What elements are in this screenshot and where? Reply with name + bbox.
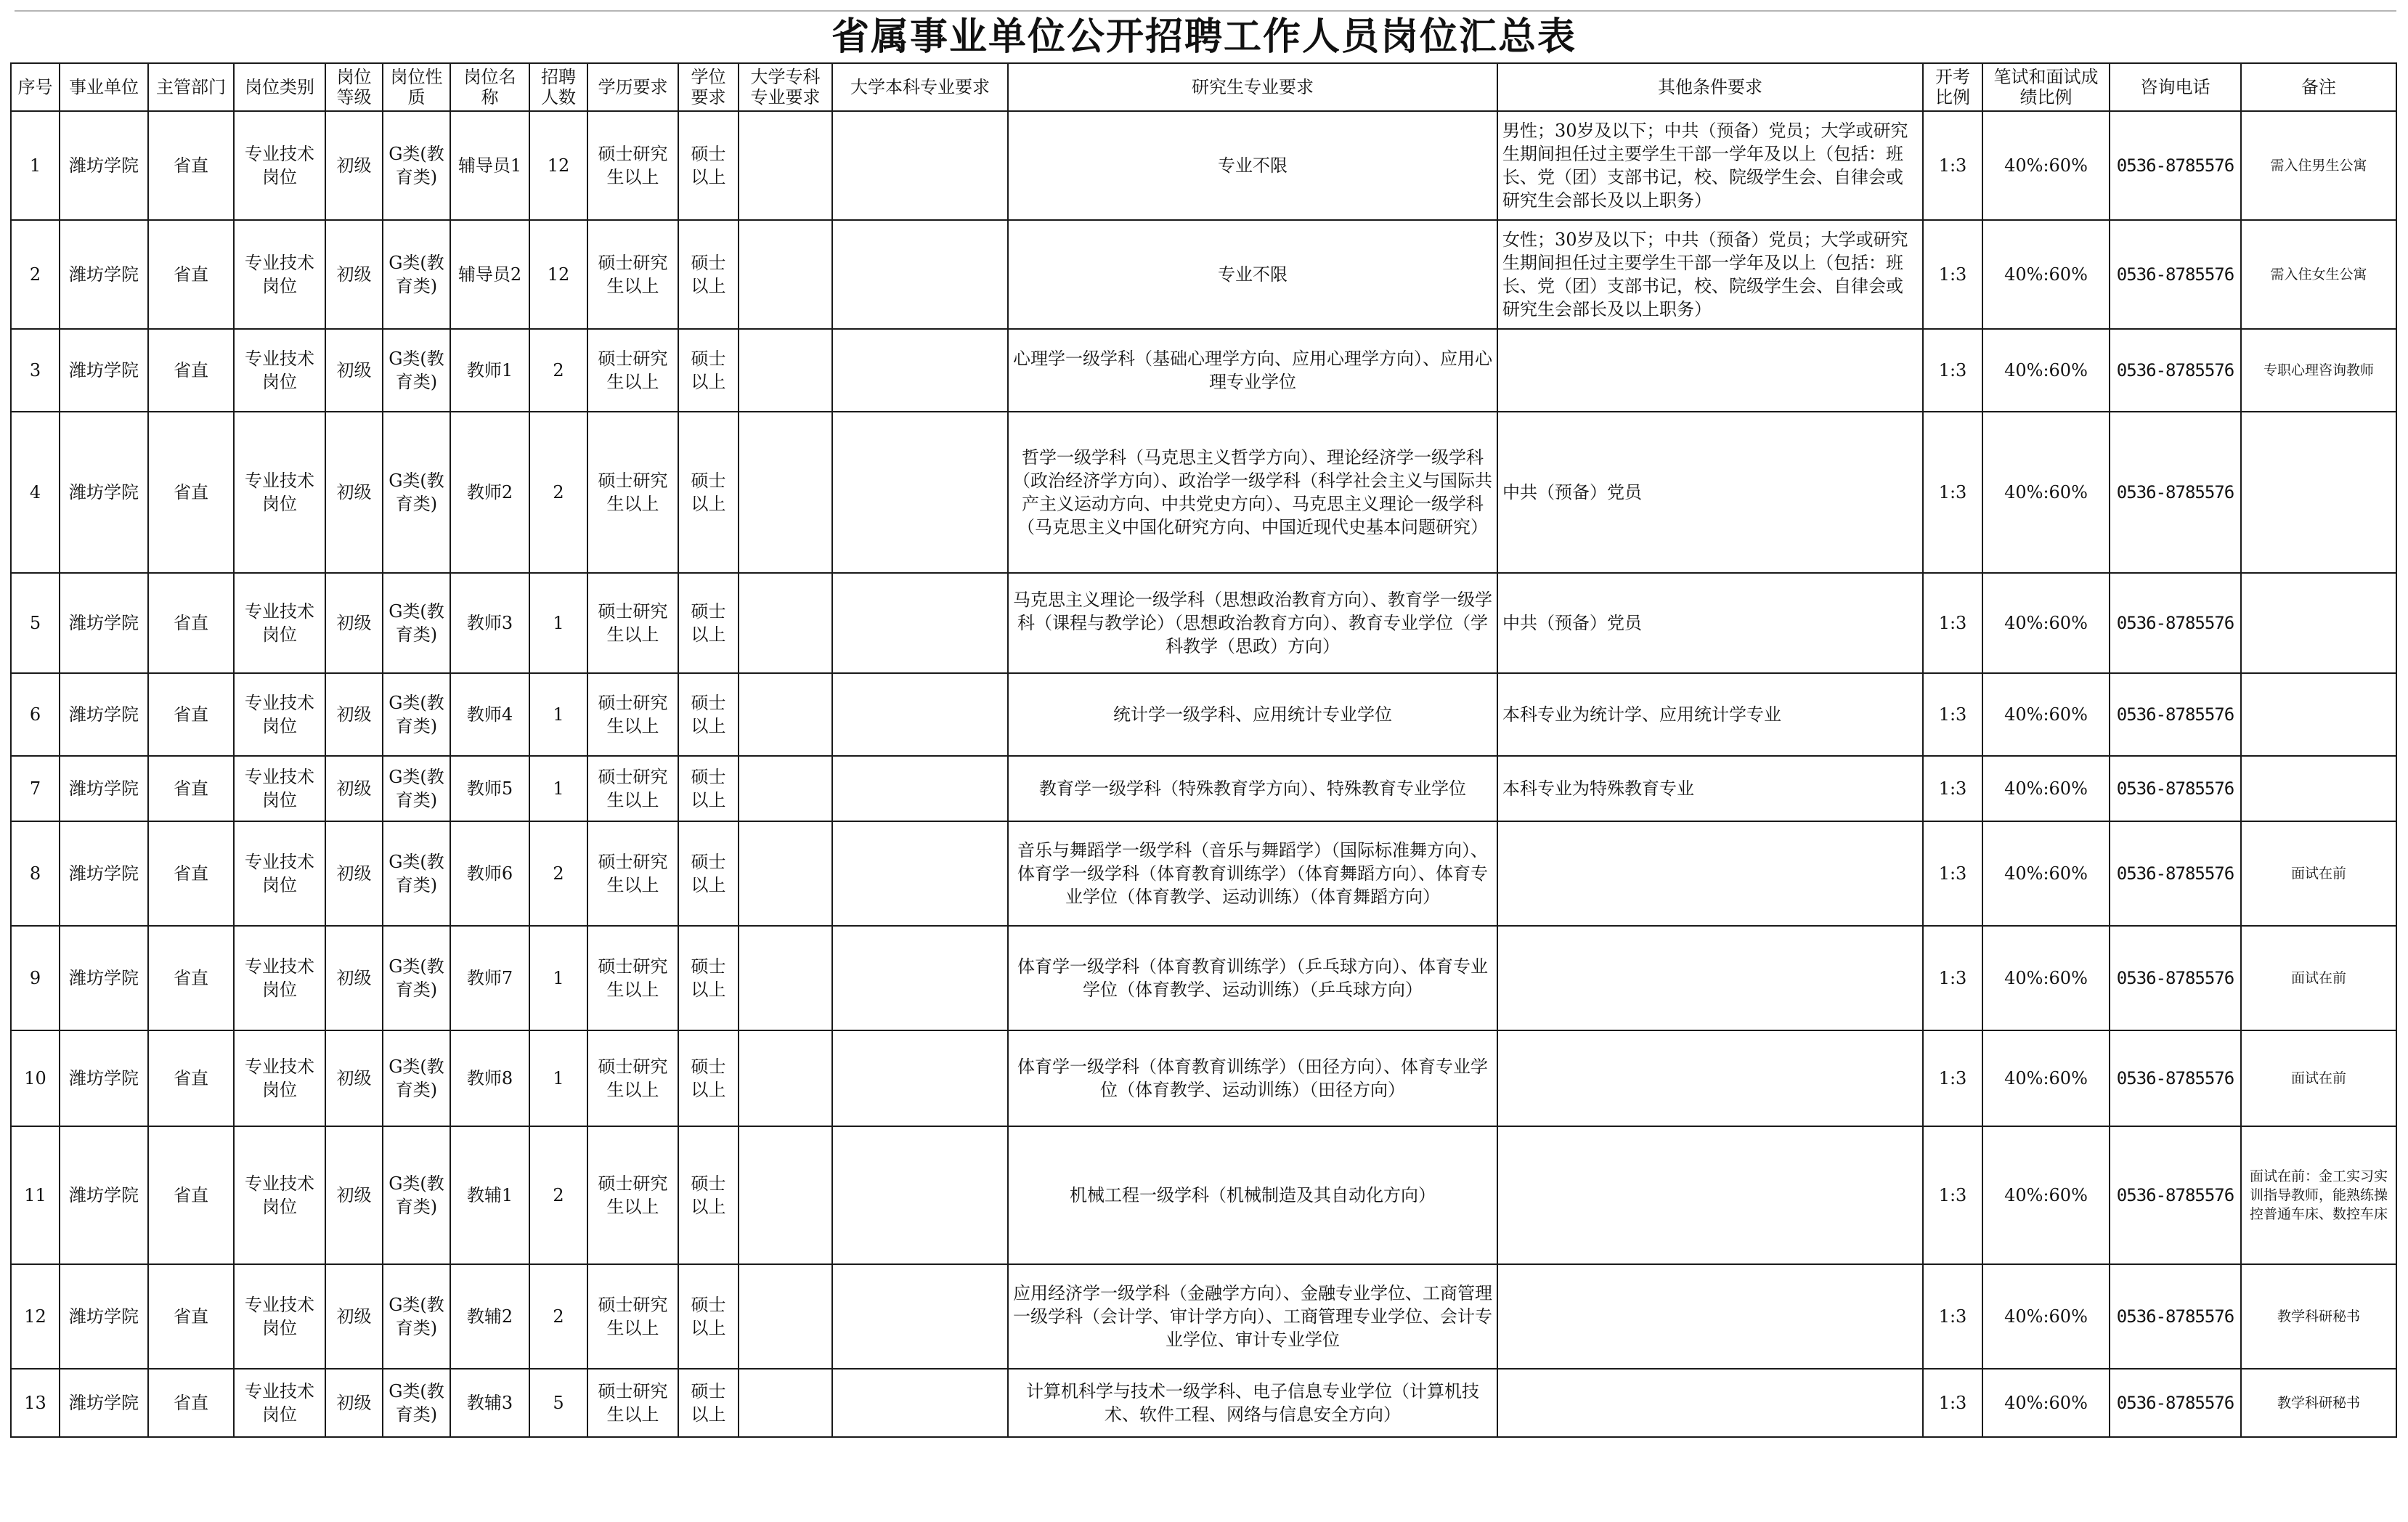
cell-dept: 省直: [148, 220, 234, 329]
cell-nature: G类(教育类): [383, 1264, 450, 1369]
cell-level: 初级: [325, 926, 383, 1030]
cell-ratio: 1:3: [1923, 412, 1982, 573]
cell-category: 专业技术岗位: [234, 573, 325, 673]
cell-count: 2: [529, 821, 587, 926]
cell-score: 40%:60%: [1982, 673, 2110, 756]
cell-score: 40%:60%: [1982, 573, 2110, 673]
header-row: [11, 63, 2396, 111]
cell-level: 初级: [325, 1264, 383, 1369]
cell-remark: 面试在前: [2241, 926, 2396, 1030]
cell-level: 初级: [325, 1126, 383, 1264]
cell-phone: 0536-8785576: [2110, 111, 2241, 220]
table-row: [11, 111, 2396, 220]
cell-bachelor: [832, 926, 1008, 1030]
table-row: [11, 329, 2396, 412]
cell-degree: 硕士以上: [678, 1126, 739, 1264]
cell-phone: 0536-8785576: [2110, 673, 2241, 756]
cell-degree: 硕士以上: [678, 111, 739, 220]
cell-score: 40%:60%: [1982, 111, 2110, 220]
cell-score: 40%:60%: [1982, 1264, 2110, 1369]
cell-category: 专业技术岗位: [234, 756, 325, 821]
cell-category: 专业技术岗位: [234, 673, 325, 756]
cell-score: 40%:60%: [1982, 756, 2110, 821]
cell-degree: 硕士以上: [678, 573, 739, 673]
cell-bachelor: [832, 821, 1008, 926]
cell-ratio: 1:3: [1923, 673, 1982, 756]
cell-degree: 硕士以上: [678, 673, 739, 756]
cell-nature: G类(教育类): [383, 1030, 450, 1126]
cell-grad: 心理学一级学科（基础心理学方向、应用心理学方向）、应用心理专业学位: [1008, 329, 1497, 412]
cell-phone: 0536-8785576: [2110, 926, 2241, 1030]
cell-count: 5: [529, 1369, 587, 1437]
cell-nature: G类(教育类): [383, 673, 450, 756]
cell-category: 专业技术岗位: [234, 412, 325, 573]
table-row: [11, 1030, 2396, 1126]
header-col-edu: 学历要求: [587, 63, 678, 111]
cell-score: 40%:60%: [1982, 220, 2110, 329]
cell-dept: 省直: [148, 926, 234, 1030]
cell-phone: 0536-8785576: [2110, 1369, 2241, 1437]
cell-grad: 体育学一级学科（体育教育训练学）（乒乓球方向）、体育专业学位（体育教学、运动训练）（乒乓球方向）: [1008, 926, 1497, 1030]
cell-nature: G类(教育类): [383, 573, 450, 673]
cell-other: [1497, 1126, 1923, 1264]
cell-college: [739, 1030, 832, 1126]
cell-other: 男性；30岁及以下；中共（预备）党员；大学或研究生期间担任过主要学生干部一学年及以上（包括：班长、党（团）支部书记，校、院级学生会、自律会或研究生会部长及以上职务）: [1497, 111, 1923, 220]
cell-seq: 8: [11, 821, 60, 926]
table-row: [11, 573, 2396, 673]
cell-remark: 面试在前：金工实习实训指导教师，能熟练操控普通车床、数控车床: [2241, 1126, 2396, 1264]
cell-ratio: 1:3: [1923, 220, 1982, 329]
cell-level: 初级: [325, 220, 383, 329]
positions-table: [10, 62, 2397, 1438]
table-row: [11, 1264, 2396, 1369]
cell-degree: 硕士以上: [678, 821, 739, 926]
cell-edu: 硕士研究生以上: [587, 756, 678, 821]
cell-unit: 潍坊学院: [60, 1264, 148, 1369]
cell-college: [739, 329, 832, 412]
cell-post: 教辅3: [450, 1369, 529, 1437]
cell-edu: 硕士研究生以上: [587, 673, 678, 756]
cell-other: [1497, 1030, 1923, 1126]
cell-dept: 省直: [148, 1264, 234, 1369]
cell-ratio: 1:3: [1923, 573, 1982, 673]
cell-bachelor: [832, 756, 1008, 821]
table-body: [11, 111, 2396, 1437]
cell-edu: 硕士研究生以上: [587, 1030, 678, 1126]
cell-level: 初级: [325, 673, 383, 756]
cell-remark: 需入住男生公寓: [2241, 111, 2396, 220]
cell-seq: 13: [11, 1369, 60, 1437]
cell-count: 2: [529, 412, 587, 573]
cell-dept: 省直: [148, 111, 234, 220]
cell-level: 初级: [325, 329, 383, 412]
cell-count: 1: [529, 756, 587, 821]
header-col-bachelor-major: 大学本科专业要求: [832, 63, 1008, 111]
cell-seq: 2: [11, 220, 60, 329]
cell-phone: 0536-8785576: [2110, 220, 2241, 329]
header-col-other: 其他条件要求: [1497, 63, 1923, 111]
cell-seq: 4: [11, 412, 60, 573]
cell-other: [1497, 1264, 1923, 1369]
cell-bachelor: [832, 412, 1008, 573]
cell-unit: 潍坊学院: [60, 220, 148, 329]
cell-count: 1: [529, 926, 587, 1030]
cell-seq: 10: [11, 1030, 60, 1126]
cell-bachelor: [832, 1264, 1008, 1369]
header-col-seq: 序号: [11, 63, 60, 111]
cell-dept: 省直: [148, 821, 234, 926]
cell-degree: 硕士以上: [678, 329, 739, 412]
cell-score: 40%:60%: [1982, 1369, 2110, 1437]
cell-edu: 硕士研究生以上: [587, 111, 678, 220]
cell-college: [739, 756, 832, 821]
cell-ratio: 1:3: [1923, 926, 1982, 1030]
cell-category: 专业技术岗位: [234, 926, 325, 1030]
cell-seq: 12: [11, 1264, 60, 1369]
cell-phone: 0536-8785576: [2110, 1030, 2241, 1126]
cell-nature: G类(教育类): [383, 1369, 450, 1437]
cell-unit: 潍坊学院: [60, 329, 148, 412]
cell-seq: 3: [11, 329, 60, 412]
cell-phone: 0536-8785576: [2110, 573, 2241, 673]
cell-edu: 硕士研究生以上: [587, 1126, 678, 1264]
cell-college: [739, 1264, 832, 1369]
cell-dept: 省直: [148, 1126, 234, 1264]
cell-unit: 潍坊学院: [60, 926, 148, 1030]
cell-other: 中共（预备）党员: [1497, 573, 1923, 673]
cell-college: [739, 1369, 832, 1437]
cell-ratio: 1:3: [1923, 1030, 1982, 1126]
cell-nature: G类(教育类): [383, 821, 450, 926]
cell-score: 40%:60%: [1982, 1030, 2110, 1126]
cell-dept: 省直: [148, 1369, 234, 1437]
cell-category: 专业技术岗位: [234, 1030, 325, 1126]
cell-unit: 潍坊学院: [60, 1369, 148, 1437]
cell-post: 辅导员2: [450, 220, 529, 329]
cell-grad: 专业不限: [1008, 111, 1497, 220]
cell-count: 2: [529, 329, 587, 412]
cell-degree: 硕士以上: [678, 756, 739, 821]
cell-degree: 硕士以上: [678, 220, 739, 329]
cell-dept: 省直: [148, 756, 234, 821]
table-row: [11, 756, 2396, 821]
cell-bachelor: [832, 329, 1008, 412]
cell-phone: 0536-8785576: [2110, 1126, 2241, 1264]
cell-grad: 音乐与舞蹈学一级学科（音乐与舞蹈学）（国际标准舞方向）、体育学一级学科（体育教育训练学）（体育舞蹈方向）、体育专业学位（体育教学、运动训练）（体育舞蹈方向）: [1008, 821, 1497, 926]
cell-count: 12: [529, 220, 587, 329]
cell-college: [739, 821, 832, 926]
cell-unit: 潍坊学院: [60, 412, 148, 573]
cell-edu: 硕士研究生以上: [587, 573, 678, 673]
cell-degree: 硕士以上: [678, 1030, 739, 1126]
cell-post: 教师1: [450, 329, 529, 412]
cell-remark: 专职心理咨询教师: [2241, 329, 2396, 412]
cell-other: 本科专业为统计学、应用统计学专业: [1497, 673, 1923, 756]
cell-edu: 硕士研究生以上: [587, 1264, 678, 1369]
cell-bachelor: [832, 673, 1008, 756]
header-col-nature: 岗位性质: [383, 63, 450, 111]
cell-bachelor: [832, 1369, 1008, 1437]
cell-remark: [2241, 673, 2396, 756]
cell-remark: 教学科研秘书: [2241, 1369, 2396, 1437]
header-col-dept: 主管部门: [148, 63, 234, 111]
cell-category: 专业技术岗位: [234, 1264, 325, 1369]
cell-bachelor: [832, 111, 1008, 220]
cell-degree: 硕士以上: [678, 1369, 739, 1437]
cell-seq: 9: [11, 926, 60, 1030]
table-row: [11, 1126, 2396, 1264]
cell-degree: 硕士以上: [678, 412, 739, 573]
cell-category: 专业技术岗位: [234, 1369, 325, 1437]
cell-post: 教辅2: [450, 1264, 529, 1369]
cell-grad: 专业不限: [1008, 220, 1497, 329]
cell-post: 教辅1: [450, 1126, 529, 1264]
cell-post: 教师3: [450, 573, 529, 673]
cell-nature: G类(教育类): [383, 926, 450, 1030]
table-row: [11, 926, 2396, 1030]
cell-college: [739, 412, 832, 573]
cell-dept: 省直: [148, 329, 234, 412]
cell-unit: 潍坊学院: [60, 821, 148, 926]
cell-remark: 面试在前: [2241, 821, 2396, 926]
cell-remark: 面试在前: [2241, 1030, 2396, 1126]
cell-count: 1: [529, 573, 587, 673]
cell-phone: 0536-8785576: [2110, 329, 2241, 412]
cell-dept: 省直: [148, 1030, 234, 1126]
cell-grad: 教育学一级学科（特殊教育学方向）、特殊教育专业学位: [1008, 756, 1497, 821]
cell-ratio: 1:3: [1923, 1126, 1982, 1264]
cell-level: 初级: [325, 821, 383, 926]
header-col-remark: 备注: [2241, 63, 2396, 111]
cell-level: 初级: [325, 111, 383, 220]
cell-category: 专业技术岗位: [234, 1126, 325, 1264]
header-col-ratio: 开考比例: [1923, 63, 1982, 111]
cell-seq: 5: [11, 573, 60, 673]
cell-seq: 11: [11, 1126, 60, 1264]
cell-college: [739, 926, 832, 1030]
cell-ratio: 1:3: [1923, 1264, 1982, 1369]
header-col-grad-major: 研究生专业要求: [1008, 63, 1497, 111]
cell-degree: 硕士以上: [678, 926, 739, 1030]
cell-category: 专业技术岗位: [234, 111, 325, 220]
table-row: [11, 673, 2396, 756]
cell-unit: 潍坊学院: [60, 673, 148, 756]
cell-nature: G类(教育类): [383, 412, 450, 573]
cell-edu: 硕士研究生以上: [587, 1369, 678, 1437]
cell-score: 40%:60%: [1982, 821, 2110, 926]
cell-edu: 硕士研究生以上: [587, 220, 678, 329]
cell-score: 40%:60%: [1982, 412, 2110, 573]
cell-dept: 省直: [148, 412, 234, 573]
cell-college: [739, 673, 832, 756]
header-col-category: 岗位类别: [234, 63, 325, 111]
cell-bachelor: [832, 1030, 1008, 1126]
cell-dept: 省直: [148, 673, 234, 756]
cell-remark: 需入住女生公寓: [2241, 220, 2396, 329]
cell-count: 1: [529, 1030, 587, 1126]
table-row: [11, 412, 2396, 573]
cell-remark: [2241, 412, 2396, 573]
cell-college: [739, 220, 832, 329]
header-col-post: 岗位名称: [450, 63, 529, 111]
cell-nature: G类(教育类): [383, 756, 450, 821]
cell-seq: 6: [11, 673, 60, 756]
cell-unit: 潍坊学院: [60, 573, 148, 673]
cell-category: 专业技术岗位: [234, 220, 325, 329]
page-title: 省属事业单位公开招聘工作人员岗位汇总表: [831, 15, 1577, 59]
cell-ratio: 1:3: [1923, 756, 1982, 821]
cell-ratio: 1:3: [1923, 329, 1982, 412]
cell-degree: 硕士以上: [678, 1264, 739, 1369]
cell-grad: 机械工程一级学科（机械制造及其自动化方向）: [1008, 1126, 1497, 1264]
cell-bachelor: [832, 1126, 1008, 1264]
cell-score: 40%:60%: [1982, 329, 2110, 412]
cell-edu: 硕士研究生以上: [587, 821, 678, 926]
cell-count: 1: [529, 673, 587, 756]
cell-nature: G类(教育类): [383, 220, 450, 329]
cell-phone: 0536-8785576: [2110, 756, 2241, 821]
table-row: [11, 220, 2396, 329]
cell-level: 初级: [325, 1369, 383, 1437]
cell-unit: 潍坊学院: [60, 111, 148, 220]
cell-grad: 应用经济学一级学科（金融学方向）、金融专业学位、工商管理一级学科（会计学、审计学方向）、工商管理专业学位、会计专业学位、审计专业学位: [1008, 1264, 1497, 1369]
cell-post: 教师4: [450, 673, 529, 756]
cell-ratio: 1:3: [1923, 821, 1982, 926]
cell-college: [739, 573, 832, 673]
cell-bachelor: [832, 573, 1008, 673]
cell-level: 初级: [325, 573, 383, 673]
cell-grad: 哲学一级学科（马克思主义哲学方向）、理论经济学一级学科（政治经济学方向）、政治学一级学科（科学社会主义与国际共产主义运动方向、中共党史方向）、马克思主义理论一级学科（马克思主义中国化研究方向、中国近现代史基本问题研究）: [1008, 412, 1497, 573]
cell-level: 初级: [325, 1030, 383, 1126]
cell-edu: 硕士研究生以上: [587, 412, 678, 573]
cell-other: [1497, 821, 1923, 926]
cell-grad: 马克思主义理论一级学科（思想政治教育方向）、教育学一级学科（课程与教学论）（思想政治教育方向）、教育专业学位（学科教学（思政）方向）: [1008, 573, 1497, 673]
cell-post: 教师8: [450, 1030, 529, 1126]
cell-category: 专业技术岗位: [234, 329, 325, 412]
header-col-degree: 学位要求: [678, 63, 739, 111]
cell-post: 教师6: [450, 821, 529, 926]
header-col-count: 招聘人数: [529, 63, 587, 111]
header-col-level: 岗位等级: [325, 63, 383, 111]
cell-edu: 硕士研究生以上: [587, 926, 678, 1030]
cell-nature: G类(教育类): [383, 1126, 450, 1264]
cell-seq: 7: [11, 756, 60, 821]
cell-seq: 1: [11, 111, 60, 220]
cell-grad: 计算机科学与技术一级学科、电子信息专业学位（计算机技术、软件工程、网络与信息安全方向）: [1008, 1369, 1497, 1437]
cell-college: [739, 1126, 832, 1264]
cell-post: 教师5: [450, 756, 529, 821]
cell-count: 2: [529, 1126, 587, 1264]
cell-score: 40%:60%: [1982, 926, 2110, 1030]
cell-count: 12: [529, 111, 587, 220]
cell-grad: 体育学一级学科（体育教育训练学）（田径方向）、体育专业学位（体育教学、运动训练）（田径方向）: [1008, 1030, 1497, 1126]
cell-unit: 潍坊学院: [60, 756, 148, 821]
cell-post: 辅导员1: [450, 111, 529, 220]
cell-bachelor: [832, 220, 1008, 329]
table-row: [11, 1369, 2396, 1437]
cell-dept: 省直: [148, 573, 234, 673]
cell-level: 初级: [325, 756, 383, 821]
cell-ratio: 1:3: [1923, 1369, 1982, 1437]
cell-category: 专业技术岗位: [234, 821, 325, 926]
cell-level: 初级: [325, 412, 383, 573]
cell-post: 教师2: [450, 412, 529, 573]
cell-college: [739, 111, 832, 220]
cell-remark: 教学科研秘书: [2241, 1264, 2396, 1369]
cell-post: 教师7: [450, 926, 529, 1030]
cell-grad: 统计学一级学科、应用统计专业学位: [1008, 673, 1497, 756]
cell-other: 女性；30岁及以下；中共（预备）党员；大学或研究生期间担任过主要学生干部一学年及以上（包括：班长、党（团）支部书记，校、院级学生会、自律会或研究生会部长及以上职务）: [1497, 220, 1923, 329]
cell-remark: [2241, 573, 2396, 673]
cell-count: 2: [529, 1264, 587, 1369]
cell-edu: 硕士研究生以上: [587, 329, 678, 412]
table-row: [11, 821, 2396, 926]
cell-remark: [2241, 756, 2396, 821]
cell-phone: 0536-8785576: [2110, 1264, 2241, 1369]
cell-other: 中共（预备）党员: [1497, 412, 1923, 573]
cell-unit: 潍坊学院: [60, 1030, 148, 1126]
cell-nature: G类(教育类): [383, 111, 450, 220]
cell-other: [1497, 926, 1923, 1030]
header-col-unit: 事业单位: [60, 63, 148, 111]
header-col-phone: 咨询电话: [2110, 63, 2241, 111]
cell-unit: 潍坊学院: [60, 1126, 148, 1264]
header-col-score-ratio: 笔试和面试成绩比例: [1982, 63, 2110, 111]
cell-other: 本科专业为特殊教育专业: [1497, 756, 1923, 821]
cell-score: 40%:60%: [1982, 1126, 2110, 1264]
cell-phone: 0536-8785576: [2110, 821, 2241, 926]
cell-other: [1497, 329, 1923, 412]
cell-other: [1497, 1369, 1923, 1437]
cell-ratio: 1:3: [1923, 111, 1982, 220]
header-col-college-major: 大学专科专业要求: [739, 63, 832, 111]
cell-phone: 0536-8785576: [2110, 412, 2241, 573]
cell-nature: G类(教育类): [383, 329, 450, 412]
